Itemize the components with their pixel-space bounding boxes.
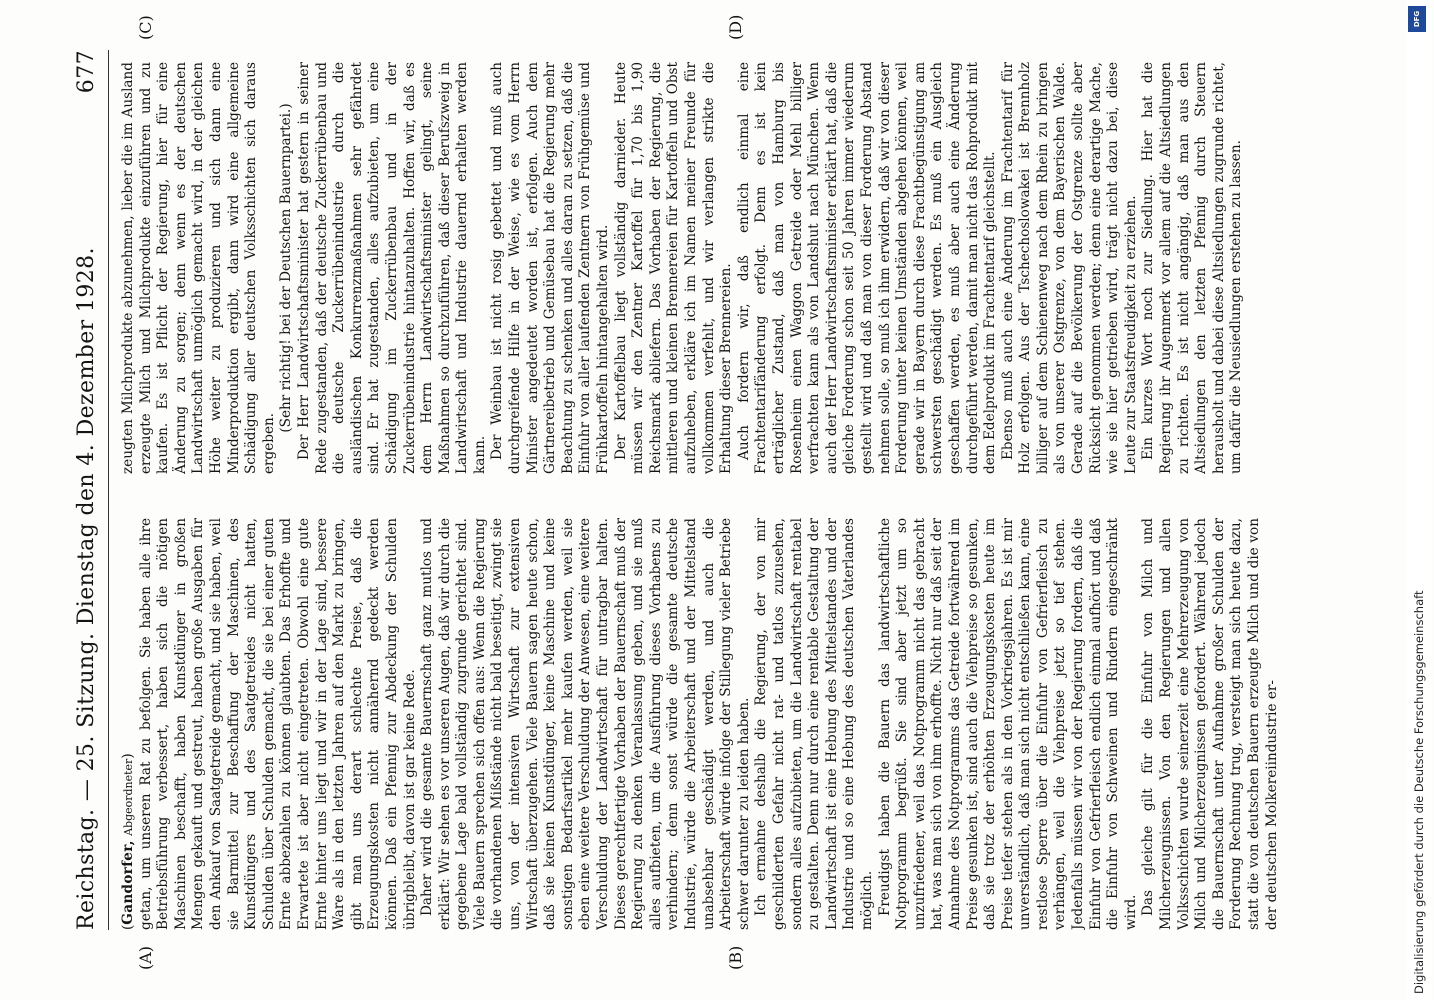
page-number: 677 (74, 50, 99, 94)
paragraph: Auch fordern wir, daß endlich einmal eine Frachtentarifänderung erfolgt. Denn es ist kein erträglicher Zustand, daß man von Hamburg bis Rosenheim einen Waggon Getreide oder Mehl billiger verfrachten kann als von Landshut nach München. Wenn auch der Herr Landwirtschaftsminister erklärt hat, daß die gleiche Forderung schon seit 50 Jahren immer wiederum gestellt wird und daß man von dieser Forderung Abstand nehmen solle, so muß ich ihm erwidern, daß wir von dieser Forderung unter keinen Umständen abgehen können, weil gerade wir in Bayern durch diese Frachtbegünstigung am schwersten geschädigt werden. Es muß ein Ausgleich geschaffen werden, es muß aber auch eine Änderung durchgeführt werden, damit man nicht das Rohprodukt mit dem Edelprodukt im Frachtentarif gleichstellt. (735, 62, 999, 474)
paragraph: Der Weinbau ist nicht rosig gebettet und muß auch durchgreifende Hilfe in der Weise, wie es vom Herrn Minister angedeutet worden ist, erfolgen. Auch dem Gärtnereibetrieb und Gemüsebau hat die Regierung mehr Beachtung zu schenken und alles daran zu setzen, daß die Einfuhr von aller laufenden Zentnern von Frühgemüse und Frühkartoffeln hintangehalten wird. (489, 62, 612, 474)
speaker-role: Abgeordneter (122, 758, 135, 836)
paragraph: Ebenso muß auch eine Änderung im Frachtentarif für Holz erfolgen. Aus der Tschechoslowakei ist Brennholz billiger auf dem Schienenweg nach dem Rhein zu bringen als von unserer Ostgrenze, von dem Bayerischen Walde. Gerade auf die Bevölkerung der Ostgrenze sollte aber Rücksicht genommen werden; denn eine derartige Mache, wie sie hier getrieben wird, trägt nicht dazu bei, diese Leute zur Staatsfreudigkeit zu erziehen. (999, 62, 1139, 474)
paragraph: Ein kurzes Wort noch zur Siedlung. Hier hat die Regierung ihr Augenmerk vor allem auf die Altsiedlungen zu richten. Es ist nicht angängig, daß man aus den Altsiedlungen den letzten Pfennig durch Steuern herausholt und dabei diese Altsiedlungen zugrunde richtet, um dafür die Neusiedlungen erstehen zu lassen. (1140, 62, 1245, 474)
paragraph: Daher wird die gesamte Bauernschaft ganz mutlos und erklärt: Wir sehen es vor unseren Augen, daß wir durch die gegebene Lage bald vollständig zugrunde gerichtet sind. Viele Bauern sprechen sich offen aus: Wenn die Regierung die vorhandenen Mißstände nicht bald beseitigt, zwingt sie uns, von der intensiven Wirtschaft zur extensiven Wirtschaft überzugehen. Viele Bauern sagen heute schon, daß sie keinen Kunstdünger, keine Maschine und keine sonstigen Bedarfsartikel mehr kaufen werden, weil sie eben eine weitere Verschuldung der Anwesen, eine weitere Verschuldung der Landwirtschaft für untragbar halten. Dieses gerechtfertigte Vorhaben der Bauernschaft muß der Regierung zu denken Veranlassung geben, und sie muß alles aufbieten, um die Ausführung dieses Vorhabens zu verhindern; denn sonst würde die gesamte deutsche Industrie, würde die Arbeiterschaft und der Mittelstand unabsehbar geschädigt werden, und auch die Arbeiterschaft würde infolge der Stillegung vieler Betriebe schwer darunter zu leiden haben. (419, 518, 752, 930)
funding-note-text: Digitalisierung gefördert durch die Deutsche Forschungsgemeinschaft (1412, 590, 1426, 994)
funding-note-strip (1406, 0, 1432, 1000)
rotated-page-content (60, 0, 1400, 1000)
dfg-logo-text: DFG (1413, 10, 1421, 28)
margin-marker-c: (C) (136, 15, 155, 40)
paragraph: Das gleiche gilt für die Einfuhr von Milch und Milcherzeugnissen. Von den Regierungen und allen Volksschichten wurde seinerzeit eine Mehrerzeugung von Milch und Milcherzeugnissen gefordert. Während jedoch die Bauernschaft unter Aufnahme großer Schulden der Forderung Rechnung trug, versteigt man sich heute dazu, statt die von deutschen Bauern erzeugte Milch und die von der deutschen Molkereiindustrie er- (1140, 518, 1280, 930)
margin-marker-d: (D) (726, 14, 745, 40)
page-header-title: Reichstag. — 25. Sitzung. Dienstag den 4. Dezember 1928. (74, 247, 99, 930)
header-rule (108, 50, 109, 930)
paragraph: getan, um unseren Rat zu befolgen. Sie haben alle ihre Betriebsführung verbessert, haben sich die nötigen Maschinen beschafft, haben Kunstdünger in großen Mengen gekauft und gestreut, haben große Ausgaben für den Ankauf von Saatgetreide gemacht, und sie haben, weil sie Barmittel zur Beschaffung der Maschinen, des Kunstdüngers und des Saatgetreides nicht hatten, Schulden über Schulden gemacht, die sie bei einer guten Ernte abbezahlen zu können glaubten. Das Erhoffte und Erwartete ist aber nicht eingetreten. Obwohl eine gute Ernte hinter uns liegt und wir in der Lage sind, bessere Ware als in den letzten Jahren auf den Markt zu bringen, gibt man uns derart schlechte Preise, daß die Erzeugungskosten nicht annähernd gedeckt werden können. Daß ein Pfennig zur Abdeckung der Schulden übrigbleibt, davon ist gar keine Rede. (137, 518, 418, 930)
speaker-name: Gandorfer, (120, 840, 136, 925)
interjection: (Sehr richtig! bei der Deutschen Bauernpartei.) (278, 103, 295, 433)
paragraph: Der Kartoffelbau liegt vollständig darnieder. Heute müssen wir den Zentner Kartoffel für 1,70 bis 1,90 Reichsmark abliefern. Das Vorhaben der Regierung, die mittleren und kleinen Brennereien für Kartoffeln und Obst aufzuheben, erkläre ich im Namen meiner Freunde für vollkommen verfehlt, und wir verlangen strikte die Erhaltung dieser Brennereien. (612, 62, 735, 474)
paragraph: Ich ermahne deshalb die Regierung, der von mir geschilderten Gefahr nicht rat- und tatlos zuzusehen, sondern alles aufzubieten, um die Landwirtschaft rentabel zu gestalten. Denn nur durch eine rentable Gestaltung der Landwirtschaft ist eine Hebung des Mittelstandes und der Industrie und so eine Hebung des deutschen Vaterlandes möglich. (753, 518, 875, 930)
paragraph: Der Herr Landwirtschaftsminister hat gestern in seiner Rede zugestanden, daß der deutsche Zuckerrübenbau und die deutsche Zuckerrübenindustrie durch die ausländischen Konkurrenzmaßnahmen sehr gefährdet sind. Er hat zugestanden, alles aufzubieten, um eine Schädigung im Zuckerrübenbau und in der Zuckerrübenindustrie hintanzuhalten. Hoffen wir, daß es dem Herrn Landwirtschaftsminister gelingt, seine Maßnahmen so durchzuführen, daß dieser Berufszweig in Landwirtschaft und Industrie dauernd erhalten werden kann. (295, 62, 488, 474)
paragraph: zeugten Milchprodukte abzunehmen, lieber die im Ausland erzeugte Milch und Milchprodukte einzuführen und zu kaufen. Es ist Pflicht der Regierung, hier für eine Änderung zu sorgen; denn wenn es der deutschen Landwirtschaft unmöglich gemacht wird, in der gleichen Höhe weiter zu produzieren und sich dann eine Minderproduktion ergibt, dann wird eine allgemeine Schädigung aller deutschen Volksschichten sich daraus ergeben. (120, 62, 277, 474)
document-sheet (68, 14, 1328, 970)
right-column (120, 62, 1300, 474)
speaker-line: (Gandorfer, Abgeordneter) (120, 753, 136, 930)
margin-marker-b: (B) (726, 945, 745, 970)
left-column (120, 518, 1300, 930)
paragraph: Freudigst haben die Bauern das landwirtschaftliche Notprogramm begrüßt. Sie sind aber jetzt um so unzufriedener, weil das Notprogramm nicht das gebracht hat, was man sich von ihm erhoffte. Nicht nur daß seit der Annahme des Notprogramms das Getreide fortwährend im Preise gesunken ist, sind auch die Viehpreise so gesunken, daß sie trotz der erhöhten Erzeugungskosten heute im Preise tiefer stehen als in den Vorkriegsjahren. Es ist mir unverständlich, daß man sich nicht entschließen kann, eine restlose Sperre über die Einfuhr von Gefrierfleisch zu verhängen, weil die Viehpreise jetzt so tief stehen. Jedenfalls müssen wir von der Regierung fordern, daß die Einfuhr von Gefrierfleisch endlich einmal aufhört und daß die Einfuhr von Schweinen und Rindern eingeschränkt wird. (876, 518, 1139, 930)
page-header (68, 50, 108, 930)
margin-marker-a: (A) (136, 945, 155, 970)
